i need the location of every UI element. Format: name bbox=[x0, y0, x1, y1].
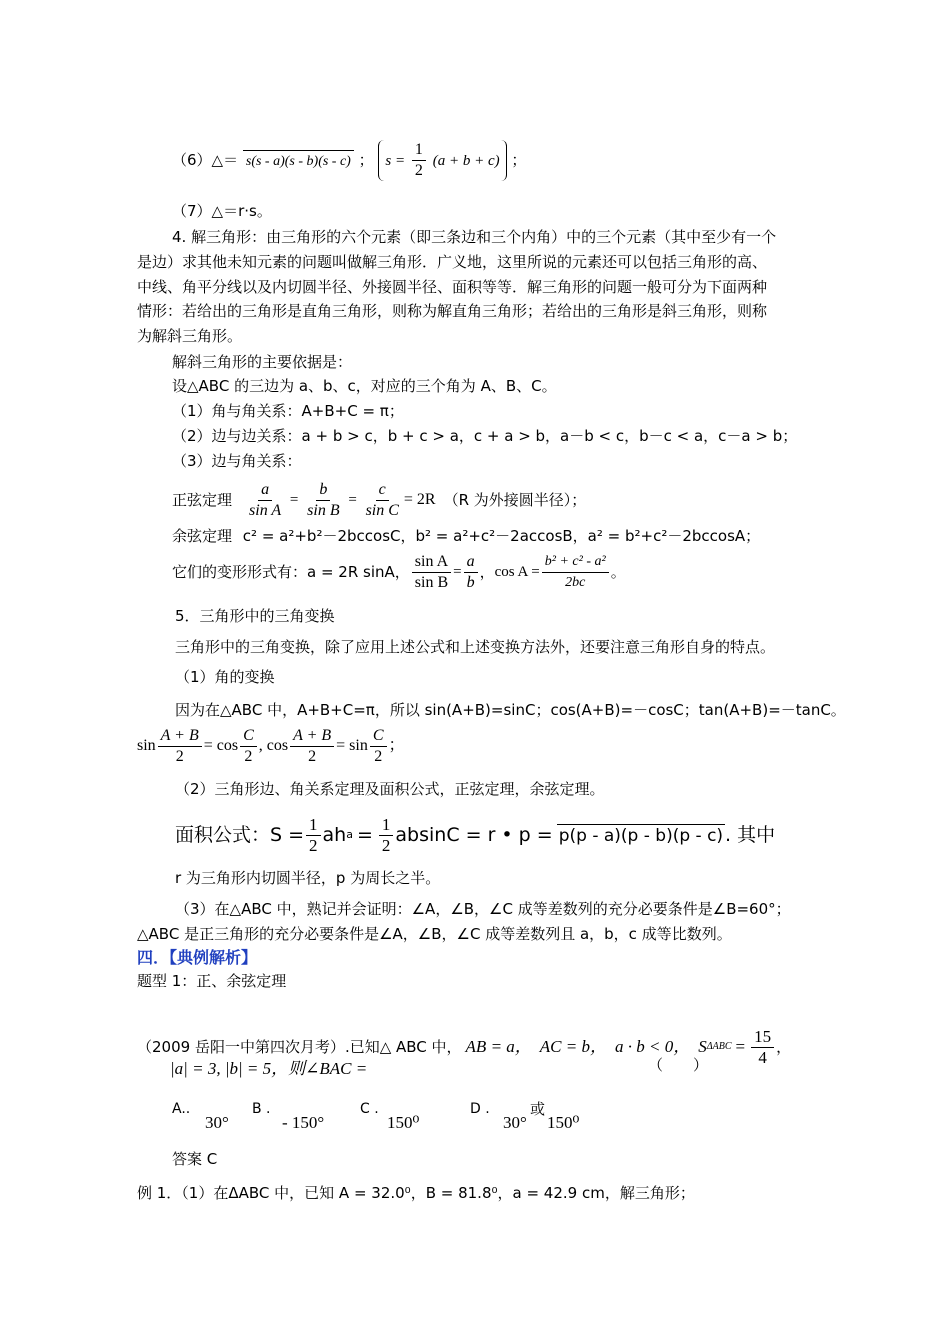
num: b² + c² - a² bbox=[542, 552, 609, 573]
den: 2 bbox=[381, 835, 391, 855]
cosine-law-text: c² = a²+b²－2bccosC，b² = a²+c²－2accosB，a² = b²+c²－2bccosA； bbox=[242, 527, 761, 545]
num: 1 bbox=[306, 815, 321, 836]
end-mark: ； bbox=[388, 737, 405, 754]
setup-text: 设△ABC 的三边为 a、b、c，对应的三个角为 A、B、C。 bbox=[172, 377, 557, 395]
frac-c-sinC bbox=[363, 480, 402, 521]
frac-1-2 bbox=[306, 815, 321, 856]
cosine-law-label: 余弦定理 bbox=[172, 527, 233, 545]
eq: = bbox=[453, 564, 462, 580]
section4-line4: 情形：若给出的三角形是直角三角形，则称为解直角三角形；若给出的三角形是斜三角形，则称 bbox=[137, 302, 768, 320]
section4-line5: 为解斜三角形。 bbox=[137, 327, 243, 345]
absinC: absinC = r • p = bbox=[395, 824, 553, 846]
formula-6-prefix: （6）△＝ bbox=[172, 151, 239, 169]
s-rhs: (a + b + c) bbox=[432, 153, 500, 169]
q-s-eq: = bbox=[735, 1037, 746, 1056]
q-s-sub: ΔABC bbox=[706, 1041, 732, 1052]
example-1: 例 1．（1）在ΔABC 中，已知 A = 32.0⁰，B = 81.8⁰，a = 42.9 cm，解三角形； bbox=[137, 1184, 695, 1202]
formula-6 bbox=[172, 140, 526, 181]
cos-lhs: cos A = bbox=[494, 564, 540, 580]
den: 2bc bbox=[565, 574, 586, 590]
sin: sin bbox=[137, 737, 156, 754]
section5-title: 5．三角形中的三角变换 bbox=[175, 607, 335, 625]
heron-sqrt: s(s - a)(s - b)(s - c) bbox=[243, 150, 354, 173]
question-source: （2009 岳阳一中第四次月考）.已知△ ABC 中， bbox=[137, 1038, 462, 1056]
sine-law bbox=[172, 476, 586, 524]
section-iv-heading: 四．【典例解析】 bbox=[137, 948, 258, 967]
frac-sinA-sinB bbox=[412, 552, 451, 593]
q-ac: AC = b， bbox=[539, 1037, 607, 1056]
eq-cos: = cos bbox=[203, 737, 239, 754]
num: 1 bbox=[379, 815, 394, 836]
area-end: . 其中 bbox=[725, 824, 776, 846]
sine-law-label: 正弦定理 bbox=[172, 491, 233, 509]
option-b-value: - 150° bbox=[282, 1113, 325, 1132]
q-ab: AB = a， bbox=[465, 1037, 532, 1056]
den: sin B bbox=[307, 501, 340, 519]
ah: ah bbox=[322, 824, 347, 846]
num: b bbox=[316, 480, 330, 501]
s-lhs: s = bbox=[385, 153, 406, 169]
basis-text: 解斜三角形的主要依据是： bbox=[172, 353, 353, 371]
section4-line2: 是边）求其他未知元素的问题叫做解三角形．广义地，这里所说的元素还可以包括三角形的高、 bbox=[137, 253, 768, 271]
relation-1: （1）角与角关系：A+B+C = π； bbox=[172, 402, 404, 420]
rhs-2R: = 2R bbox=[403, 491, 436, 508]
cosine-law bbox=[172, 525, 760, 547]
section5-sub3-line2: △ABC 是正三角形的充分必要条件是∠A，∠B，∠C 成等差数列且 a，b，c 成等比数列。 bbox=[137, 925, 732, 943]
den: 2 bbox=[414, 162, 423, 179]
option-c-label[interactable]: C . bbox=[360, 1101, 379, 1117]
frac-C-2 bbox=[240, 726, 257, 767]
question-line2: |a| = 3, |b| = 5，则∠BAC = bbox=[170, 1059, 368, 1078]
comma: ， bbox=[479, 563, 495, 581]
q-dot: a · b < 0， bbox=[615, 1037, 691, 1056]
den: 2 bbox=[308, 747, 317, 765]
frac-AplusB-2b bbox=[290, 726, 334, 767]
den: 2 bbox=[374, 747, 383, 765]
num: 15 bbox=[751, 1027, 774, 1048]
option-b-label[interactable]: B . bbox=[252, 1101, 271, 1117]
den: 4 bbox=[758, 1047, 767, 1067]
subscript-a: a bbox=[346, 828, 353, 841]
den: sin B bbox=[414, 573, 449, 591]
section4-line3: 中线、角平分线以及内切圆半径、外接圆半径、面积等等．解三角形的问题一般可分为下面两种 bbox=[137, 278, 768, 296]
area-label: 面积公式：S = bbox=[175, 824, 305, 846]
den: sin A bbox=[249, 501, 282, 519]
option-d-or: 或 bbox=[530, 1100, 546, 1118]
q-s: S bbox=[698, 1037, 707, 1056]
frac-a-sinA bbox=[246, 480, 284, 521]
frac-15-4 bbox=[751, 1027, 774, 1068]
den: sin C bbox=[365, 501, 399, 519]
section5-sub3-line1: （3）在△ABC 中，熟记并会证明：∠A，∠B，∠C 成等差数列的充分必要条件是∠B=60°； bbox=[175, 900, 791, 918]
end-mark: ， bbox=[776, 1038, 792, 1056]
num: a bbox=[258, 480, 272, 501]
frac-cosA bbox=[542, 552, 609, 593]
relation-3: （3）边与角关系： bbox=[172, 452, 302, 470]
num: C bbox=[240, 726, 257, 747]
num: 1 bbox=[412, 140, 426, 161]
eq: = bbox=[356, 824, 373, 846]
half-fraction bbox=[412, 140, 426, 181]
den: 2 bbox=[309, 835, 318, 855]
variants bbox=[172, 548, 626, 596]
section5-intro: 三角形中的三角变换，除了应用上述公式和上述变换方法外，还要注意三角形自身的特点。 bbox=[175, 638, 776, 656]
variants-label: 它们的变形形式有：a = 2R sinA， bbox=[172, 563, 410, 581]
num: sin A bbox=[412, 552, 451, 573]
option-d-value-2: 150⁰ bbox=[547, 1113, 580, 1132]
end-mark: ； bbox=[511, 151, 527, 169]
area-sqrt: p(p - a)(p - b)(p - c) bbox=[558, 825, 724, 846]
section5-sub2: （2）三角形边、角关系定理及面积公式，正弦定理，余弦定理。 bbox=[175, 780, 605, 798]
answer-paren: （ ） bbox=[648, 1056, 709, 1074]
half-angle-identity bbox=[137, 722, 405, 770]
comma-cos: , cos bbox=[258, 737, 289, 754]
r-note: r 为三角形内切圆半径，p 为周长之半。 bbox=[175, 869, 441, 887]
eq: = bbox=[344, 492, 361, 508]
option-a-value: 30° bbox=[205, 1113, 229, 1132]
option-d-label[interactable]: D . bbox=[470, 1101, 490, 1117]
separator: ； bbox=[358, 151, 374, 169]
relation-2: （2）边与边关系：a + b > c，b + c > a，c + a > b，a－b < c，b－c < a，c－a > b； bbox=[172, 427, 798, 445]
frac-C-2b bbox=[370, 726, 387, 767]
num: A + B bbox=[290, 726, 334, 747]
option-d-value-1: 30° bbox=[503, 1113, 527, 1132]
num: a bbox=[464, 552, 478, 573]
num: C bbox=[370, 726, 387, 747]
option-a-label[interactable]: A.. bbox=[172, 1101, 191, 1117]
eq: = bbox=[286, 492, 303, 508]
section4-line1: 4. 解三角形：由三角形的六个元素（即三条边和三个内角）中的三个元素（其中至少有一个 bbox=[172, 228, 777, 246]
num: c bbox=[376, 480, 389, 501]
sine-law-note: （R 为外接圆半径）； bbox=[443, 491, 587, 509]
answer-text: 答案 C bbox=[172, 1150, 218, 1168]
eq-sin: = sin bbox=[336, 737, 368, 754]
frac-b-sinB bbox=[304, 480, 342, 521]
frac-AplusB-2 bbox=[158, 726, 202, 767]
frac-a-b bbox=[464, 552, 478, 593]
num: A + B bbox=[158, 726, 202, 747]
den: 2 bbox=[244, 747, 253, 765]
end-mark: 。 bbox=[610, 563, 626, 581]
den: b bbox=[466, 573, 475, 591]
formula-7: （7）△＝r·s。 bbox=[172, 202, 272, 220]
frac-1-2b bbox=[379, 815, 394, 856]
type1-title: 题型 1：正、余弦定理 bbox=[137, 972, 287, 990]
semi-perimeter-box bbox=[378, 140, 506, 181]
section5-because: 因为在△ABC 中，A+B+C=π，所以 sin(A+B)=sinC；cos(A+B)=－cosC；tan(A+B)=－tanC。 bbox=[175, 701, 846, 719]
den: 2 bbox=[175, 747, 184, 765]
option-c-value: 150⁰ bbox=[387, 1113, 420, 1132]
section5-sub1: （1）角的变换 bbox=[175, 668, 275, 686]
area-formula bbox=[175, 810, 775, 860]
